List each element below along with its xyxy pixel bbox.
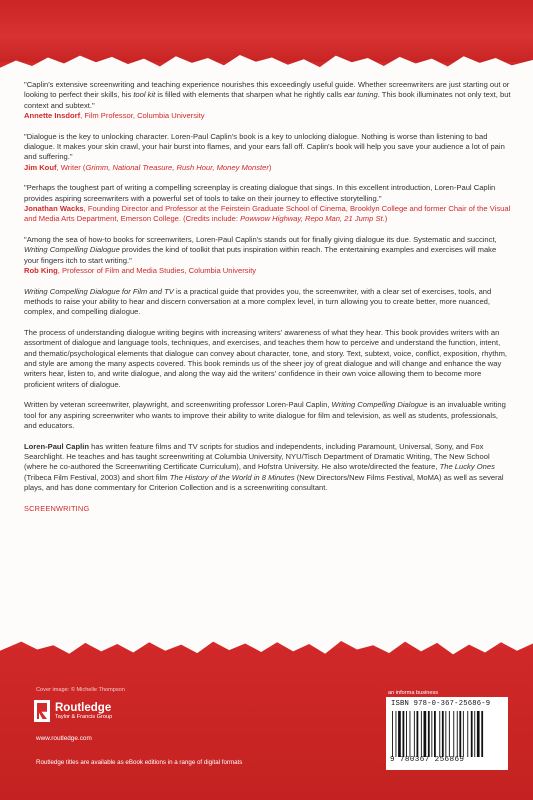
cover-image-credit: Cover image: © Michelle Thompson [36,687,125,693]
description-intro: Writing Compelling Dialogue for Film and TV is a practical guide that provides you, the screenwriter, with a clear set of exercises, tools, and methods to raise your ability to hear and discern conversation at a more complex level, in turn allowing you to create better, more nuanced, complex, and compelling dialogue. [24,286,492,317]
ebook-note: Routledge titles are available as eBook editions in a range of digital formats [36,759,243,766]
quote-wacks [24,183,512,224]
quote-text: "Caplin's extensive screenwriting and teaching experience nourishes this exceedingly useful guide. Whether screenwriters are just starting out or looking to perfect their skills, his tool kit is filled with elements that sharpen what he rightly calls ear tuning. This book illuminates not only text, but context and subtext." [24,80,511,110]
publisher-logo [34,700,112,722]
quote-attribution: Rob King, Professor of Film and Media Studies, Columbia University [24,265,257,275]
barcode-icon [390,711,504,757]
quote-text: "Among the sea of how-to books for screenwriters, Loren-Paul Caplin's stands out for finally giving dialogue its due. Systematic and succinct, Writing Compelling Dialogue provides the kind of toolkit that puts inspiration within reach. The entertaining examples and exercises will make your fingers itch to start writing." [24,235,497,265]
barcode-number: 9 780367 256869 [390,756,465,764]
author-bio: Loren-Paul Caplin has written feature films and TV scripts for studios and independents, including Paramount, Universal, Sony, and Fox Searchlight. He teaches and has taught screenwriting at Columbia University, NYU/Tisch Department of Dramatic Writing, The New School (where he co-authored the Screenwriting Certificate Curriculum), and Hofstra University. He also wrote/directed the feature, The Lucky Ones (Tribeca Film Festival, 2003) and short film The History of the World in 8 Minutes (New Directors/New Films Festival, MoMA) as well as several plays, and has done commentary for Criterion Collection and is a screenwriting consultant. [24,441,504,492]
quote-attribution: Jim Kouf, Writer (Grimm, National Treasure, Rush Hour, Money Monster) [24,162,272,172]
quote-text: "Dialogue is the key to unlocking character. Loren-Paul Caplin's book is a key to unlocking dialogue. Nothing is worse than listening to bad dialogue. It makes your skin crawl, your hair burst into flames, and your ears fall off. Caplin's book will help you save your audience a lot of pain and suffering." [24,131,505,162]
description-body: The process of understanding dialogue writing begins with increasing writers' awareness of what they hear. This book provides writers with an assortment of dialogue and language tools, techniques, and exercises, and teaches them how to perceive and understand the function, intent, and thematic/psychological elements that dialogue can convey about character, tone, and story. Text, subtext, voice, conflict, exposition, rhythm, and style are among the many aspects covered. This book reminds us of the sheer joy of great dialogue and will change and enhance the way writers hear, listen to, and write dialogue, and along the way aid the writers' confidence in their own voice allowing them to become more proficient writers of dialogue. [24,328,508,389]
publisher-group: Taylor & Francis Group [55,713,113,720]
publisher-name: Routledge [55,701,112,714]
publisher-website[interactable]: www.routledge.com [36,735,92,742]
subject-category: SCREENWRITING [24,503,90,513]
quote-attribution: Jonathan Wacks, Founding Director and Professor at the Feirstein Graduate School of Cinema, Brooklyn College and former Chair of the Visual and Media Arts Department, Emerson College. (Credits include: Powwow Highway, Repo Man, 21 Jump St.) [24,203,511,224]
top-red-band [0,0,533,62]
informa-tagline: an informa business [388,690,439,696]
quote-kouf [24,132,512,173]
quote-attribution: Annette Insdorf, Film Professor, Columbia University [24,110,205,120]
routledge-logo-icon [34,700,50,722]
description-author-intro: Written by veteran screenwriter, playwright, and screenwriting professor Loren-Paul Caplin, Writing Compelling Dialogue is an invaluable writing tool for any aspiring screenwriter who wants to improve their ability to write dialogue for film and television, as well as students, professionals, and educators. [24,400,506,431]
quote-insdorf [24,80,512,121]
isbn-label: ISBN 978-0-367-25686-9 [391,700,491,708]
quote-king [24,235,512,276]
back-cover-text [24,80,512,514]
isbn-barcode-panel [386,697,508,770]
quote-text: "Perhaps the toughest part of writing a compelling screenplay is creating dialogue that sings. In this excellent introduction, Loren-Paul Caplin provides aspiring screenwriters with a powerful set of tools to take on their journey to effective storytelling." [24,183,496,203]
